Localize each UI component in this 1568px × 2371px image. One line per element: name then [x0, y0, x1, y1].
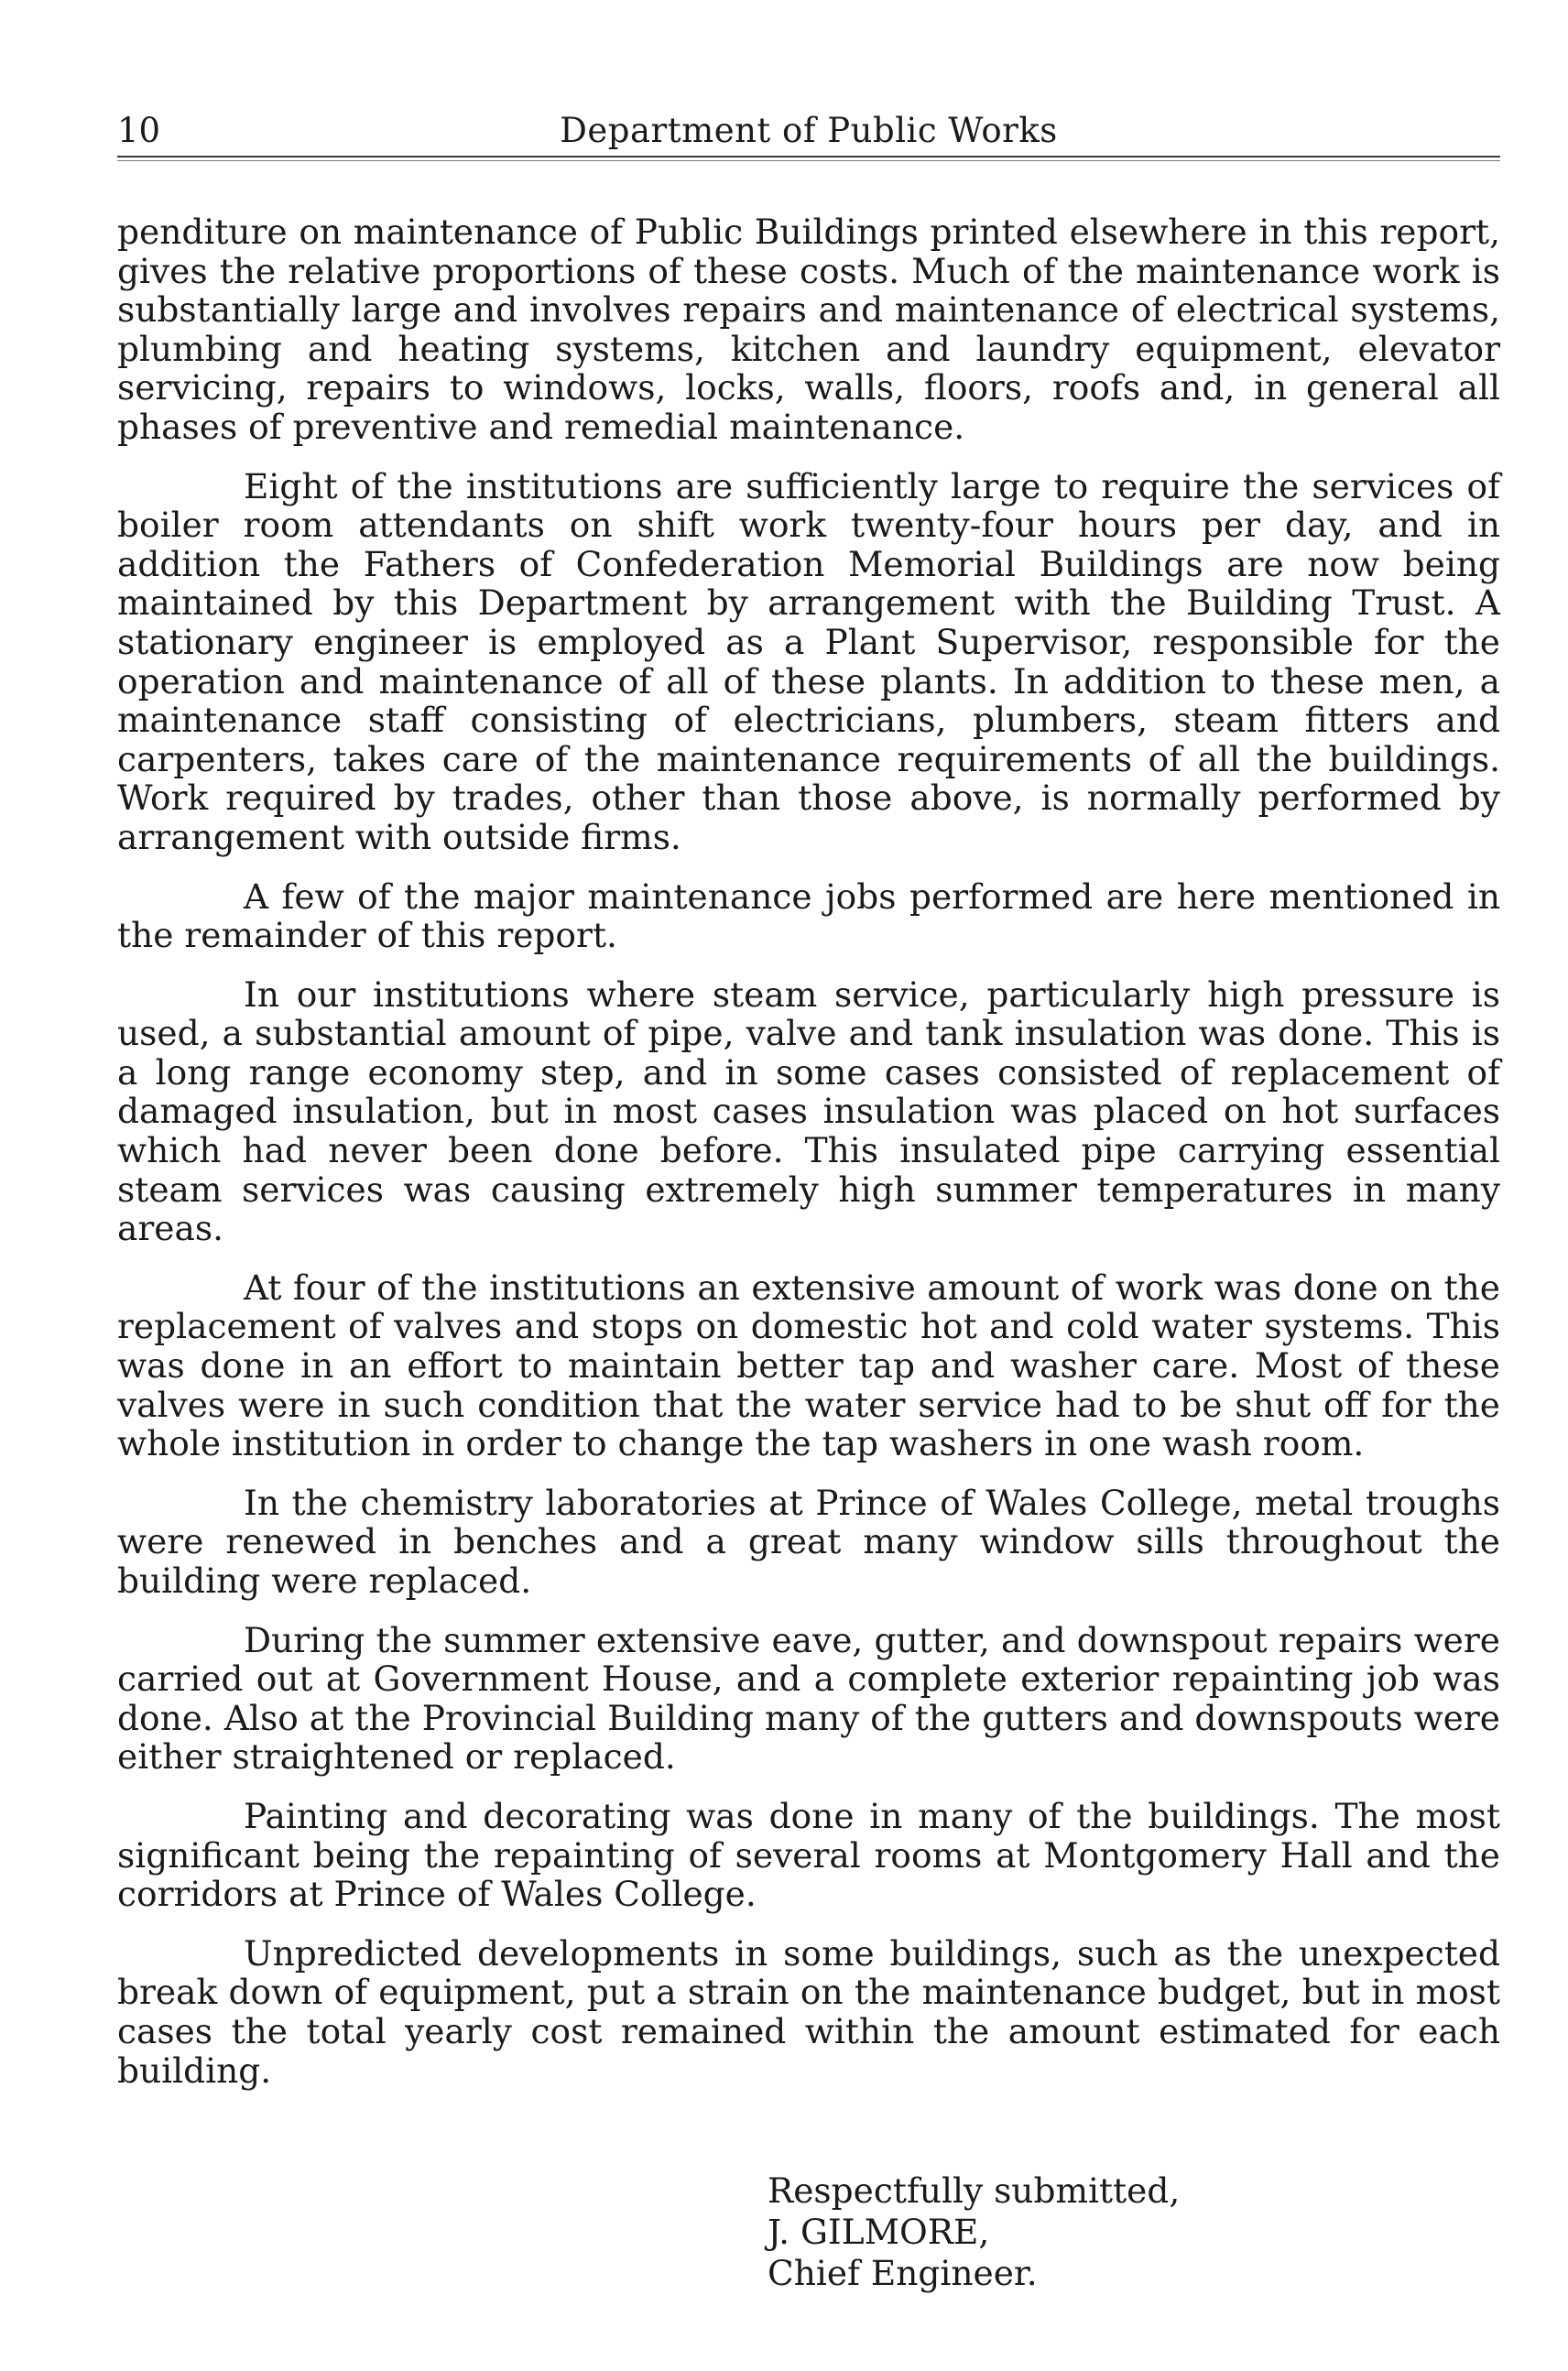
- body-text: [117, 212, 1500, 2110]
- paragraph: Unpredicted developments in some buildings, such as the unexpected break down of equipment, put a strain on the maintenance budget, but in most cases the total yearly cost remained within the amount estimated for each building.: [117, 1932, 1500, 2091]
- running-head: Department of Public Works: [560, 111, 1058, 150]
- signature-closing: Respectfully submitted,: [768, 2170, 1181, 2211]
- paragraph: A few of the major maintenance jobs performed are here mentioned in the remainder of this report.: [117, 876, 1500, 956]
- paragraph: penditure on maintenance of Public Buildings printed elsewhere in this report, gives the relative proportions of these costs. Much of the maintenance work is substantially large and involves repairs and maintenance of electrical systems, plumbing and heating systems, kitchen and laundry equipment, elevator servicing, repairs to windows, locks, walls, floors, roofs and, in general all phases of preventive and remedial maintenance.: [117, 212, 1500, 447]
- page-header: [117, 108, 1500, 154]
- paragraph: Painting and decorating was done in many of the buildings. The most significant being the repainting of several rooms at Montgomery Hall and the corridors at Prince of Wales College.: [117, 1795, 1500, 1915]
- paragraph: In our institutions where steam service, particularly high pressure is used, a substantial amount of pipe, valve and tank insulation was done. This is a long range economy step, and in some cases consisted of replacement of damaged insulation, but in most cases insulation was placed on hot surfaces which had never been done before. This insulated pipe carrying essential steam services was causing extremely high summer temperatures in many areas.: [117, 973, 1500, 1249]
- paragraph: During the summer extensive eave, gutter, and downspout repairs were carried out at Government House, and a complete exterior repainting job was done. Also at the Provincial Building many of the gutters and downspouts were either straightened or replaced.: [117, 1619, 1500, 1778]
- signature-title: Chief Engineer.: [768, 2253, 1038, 2293]
- paragraph: At four of the institutions an extensive amount of work was done on the replacement of valves and stops on domestic hot and cold water systems. This was done in an effort to maintain better tap and washer care. Most of these valves were in such condition that the water service had to be shut off for the whole institution in order to change the tap washers in one wash room.: [117, 1267, 1500, 1464]
- header-rule: [117, 156, 1500, 158]
- paragraph: Eight of the institutions are sufficiently large to require the services of boiler room attendants on shift work twenty-four hours per day, and in addition the Fathers of Confederation Memorial Buildings are now being maintained by this Department by arrangement with the Building Trust. A stationary engineer is employed as a Plant Supervisor, responsible for the operation and maintenance of all of these plants. In addition to these men, a maintenance staff consisting of electricians, plumbers, steam fitters and carpenters, takes care of the maintenance requirements of all the buildings. Work required by trades, other than those above, is normally performed by arrangement with outside firms.: [117, 465, 1500, 857]
- page-number: 10: [117, 111, 161, 150]
- signature-name: J. GILMORE,: [768, 2212, 990, 2252]
- paragraph: In the chemistry laboratories at Prince of Wales College, metal troughs were renewed in benches and a great many window sills throughout the building were replaced.: [117, 1482, 1500, 1601]
- signature-block: [768, 2170, 1180, 2294]
- header-rule-thin: [117, 160, 1500, 161]
